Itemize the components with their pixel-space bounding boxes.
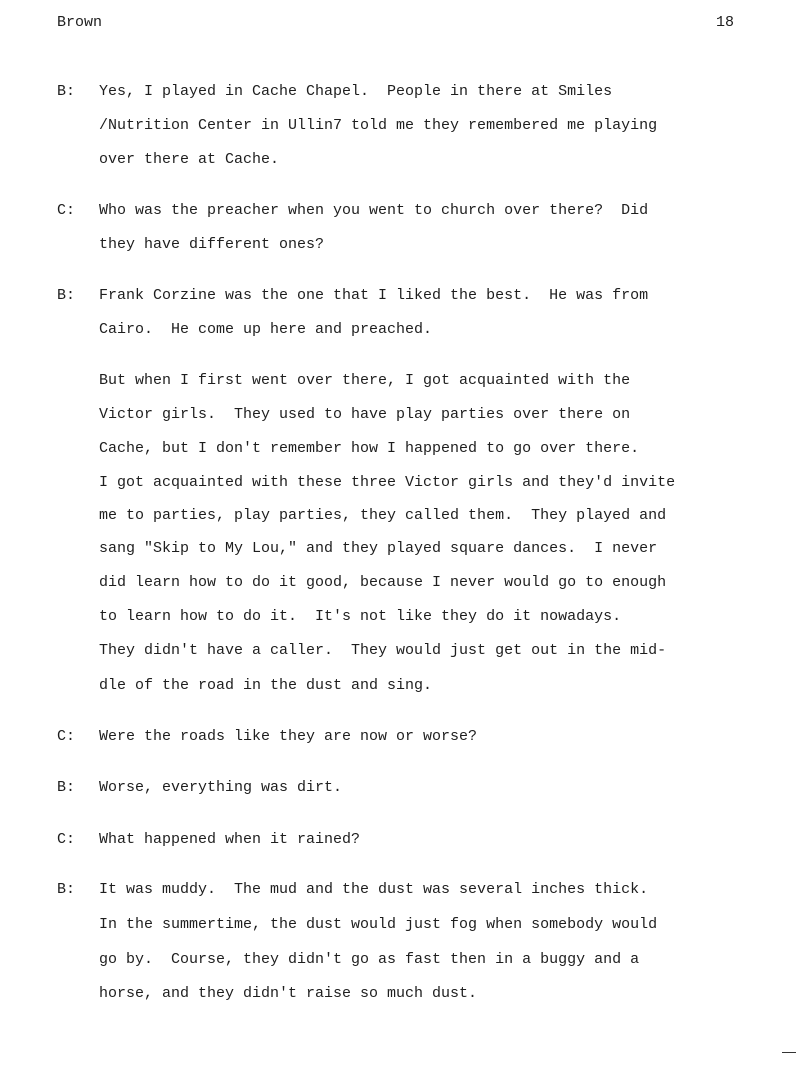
speaker-label: B: bbox=[57, 83, 76, 100]
transcript-line: But when I first went over there, I got acquainted with the bbox=[99, 372, 631, 389]
speaker-label: B: bbox=[57, 779, 76, 796]
transcript-line: Frank Corzine was the one that I liked the best. He was from bbox=[99, 287, 649, 304]
transcript-line: they have different ones? bbox=[99, 236, 325, 253]
transcript-line: did learn how to do it good, because I never would go to enough bbox=[99, 574, 667, 591]
transcript-line: What happened when it rained? bbox=[99, 831, 361, 848]
transcript-line: to learn how to do it. It's not like they do it nowadays. bbox=[99, 608, 622, 625]
transcript-line: dle of the road in the dust and sing. bbox=[99, 677, 433, 694]
header-name: Brown bbox=[57, 14, 103, 31]
transcript-line: Were the roads like they are now or worse? bbox=[99, 728, 478, 745]
page-number: 18 bbox=[716, 14, 735, 31]
transcript-line: sang "Skip to My Lou," and they played square dances. I never bbox=[99, 540, 658, 557]
transcript-line: Cache, but I don't remember how I happened to go over there. bbox=[99, 440, 640, 457]
speaker-label: C: bbox=[57, 831, 76, 848]
transcript-line: go by. Course, they didn't go as fast then in a buggy and a bbox=[99, 951, 640, 968]
transcript-line: I got acquainted with these three Victor girls and they'd invite bbox=[99, 474, 676, 491]
transcript-line: They didn't have a caller. They would just get out in the mid- bbox=[99, 642, 667, 659]
page-edge-mark bbox=[782, 1052, 796, 1053]
speaker-label: B: bbox=[57, 287, 76, 304]
speaker-label: C: bbox=[57, 728, 76, 745]
transcript-line: over there at Cache. bbox=[99, 151, 280, 168]
speaker-label: C: bbox=[57, 202, 76, 219]
transcript-line: /Nutrition Center in Ullin7 told me they remembered me playing bbox=[99, 117, 658, 134]
transcript-line: horse, and they didn't raise so much dust. bbox=[99, 985, 478, 1002]
transcript-line: Victor girls. They used to have play parties over there on bbox=[99, 406, 631, 423]
transcript-line: Cairo. He come up here and preached. bbox=[99, 321, 433, 338]
transcript-line: Yes, I played in Cache Chapel. People in there at Smiles bbox=[99, 83, 613, 100]
transcript-line: Who was the preacher when you went to church over there? Did bbox=[99, 202, 649, 219]
transcript-line: me to parties, play parties, they called them. They played and bbox=[99, 507, 667, 524]
transcript-line: In the summertime, the dust would just fog when somebody would bbox=[99, 916, 658, 933]
speaker-label: B: bbox=[57, 881, 76, 898]
transcript-line: It was muddy. The mud and the dust was several inches thick. bbox=[99, 881, 649, 898]
transcript-line: Worse, everything was dirt. bbox=[99, 779, 343, 796]
